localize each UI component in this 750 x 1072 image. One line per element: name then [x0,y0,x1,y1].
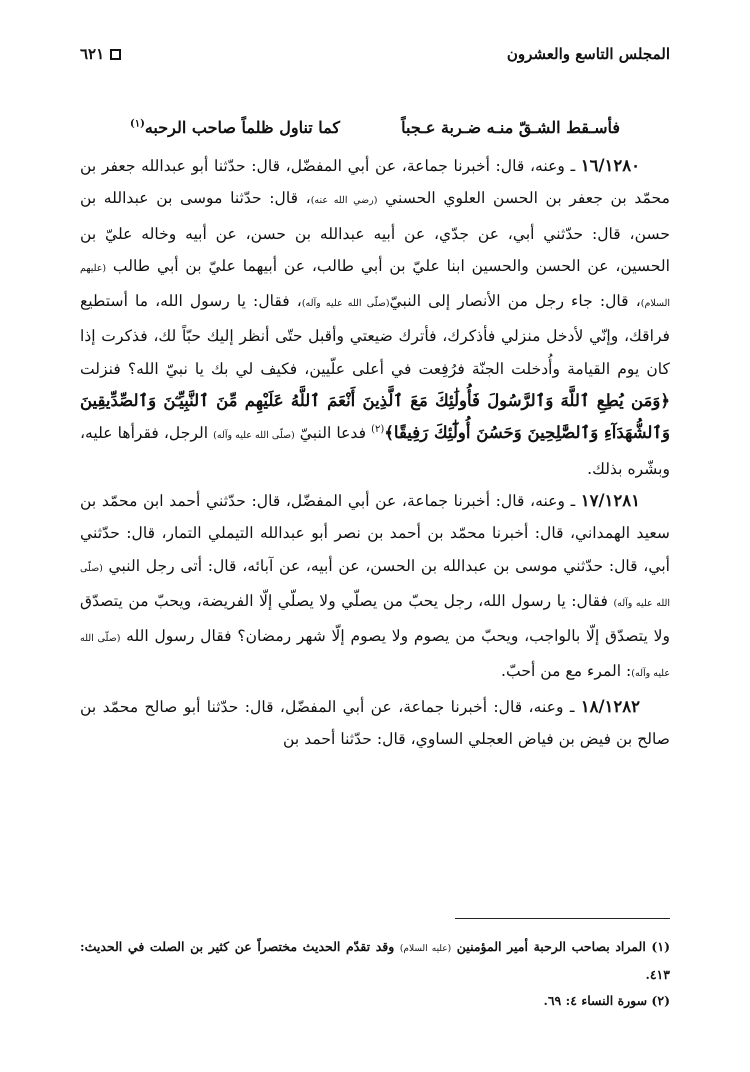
hadith-paragraph [80,150,670,485]
hadith-text: ، قال: جاء رجل من الأنصار إلى النبيّ [389,292,641,311]
honorific: (صلّى الله عليه وآله) [80,562,670,609]
hadith-text: ـ وعنه، قال: أخبرنا جماعة، عن أبي المفضّل، قال: حدّثنا أبو عبدالله جعفر بن محمّد بن جعفر بن الحسن العلوي الحسني [80,157,670,208]
poem-verse [130,118,620,137]
hadith-text: : المرء مع من أحبّ. [501,662,632,681]
honorific: (رضي الله عنه) [310,195,378,207]
hadith-text: ، قال: حدّثنا موسى بن عبدالله بن حسن، قال: حدّثني أبي، عن جدّي، عن أبيه عبدالله بن حسن، عن أبيه وخاله عليّ بن الحسين، عن الحسن والحسين ابنا عليّ بن أبي طالب، عن أبيهما عليّ بن أبي طالب [80,189,670,275]
hadith-text: ـ وعنه، قال: أخبرنا جماعة، عن أبي المفضّل، قال: حدّثني أحمد ابن محمّد بن سعيد الهمداني، قال: أخبرنا محمّد بن أحمد بن نصر أبو عبدالله التيملي التمار، قال: حدّثني أبي، قال: حدّثني موسى بن عبدالله بن الحسن، عن أبيه، عن آبائه، قال: أتى رجل النبي [80,491,670,575]
hadith-text: فقال: يا رسول الله، رجل يحبّ من يصلّي ولا يصلّي إلّا الفريضة، ويحبّ من يتصدّق ولا يتصدّق إلّا بالواجب، ويحبّ من يصوم ولا يصوم إلّا شهر رمضان؟ فقال رسول الله [80,591,670,646]
hadith-text: الرجل، فقرأها عليه، وبشّره بذلك. [80,424,670,478]
hadith-paragraph [80,691,670,756]
quran-verse: ﴿وَمَن يُطِعِ ٱللَّهَ وَٱلرَّسُولَ فَأُولَٰئِكَ مَعَ ٱلَّذِينَ أَنْعَمَ ٱللَّهُ عَلَيْهِم مِّنَ ٱلنَّبِيِّـۧنَ وَٱلصِّدِّيقِينَ وَٱلشُّهَدَآءِ وَٱلصَّٰلِحِينَ وَحَسُنَ أُولَٰٓئِكَ رَفِيقًا﴾ [80,391,670,443]
hadith-text: ، فقال: يا رسول الله، ما أستطيع فراقك، وإنّي لأدخل منزلي فأذكرك، فأترك ضيعتي وأقبل حتّى أنظر إليك حبّاً لك، فذكرت إذا كان يوم القيامة وأُدخلت الجنّة فرُفِعت في أعلى علّيين، فكيف لي بك يا نبيّ الله؟ فنزلت [80,292,670,378]
chapter-title: المجلس التاسع والعشرون [506,45,670,63]
page-header [80,40,670,68]
footnote-ref-1: (١) [130,118,145,130]
footnote-1: (١) المراد بصاحب الرحبة أمير المؤمنين (عليه السلام) وقد تقدّم الحديث مختصراً عن كثير بن الصلت في الحديث: ٤١٣. [80,939,670,982]
poem-hemistich-left: كما تناول ظلماً صاحب الرحبه$^{(١)}$ [130,118,341,137]
footnote-divider [455,918,670,919]
main-text [80,150,670,755]
hadith-text: ـ وعنه، قال: أخبرنا جماعة، عن أبي المفضّل، قال: حدّثنا أبو صالح محمّد بن صالح بن فيض بن فياض العجلي الساوي، قال: حدّثنا أحمد بن [80,697,670,749]
page-number: ٦٢١ [80,45,105,63]
hadith-number: ١٨/١٢٨٢ [580,696,640,716]
hadith-paragraph [80,485,670,691]
honorific: (صلّى الله عليه وآله) [301,298,390,310]
footnote-ref-2: (٢) [371,424,385,436]
honorific: (عليه السلام) [399,944,452,954]
hadith-number: ١٧/١٢٨١ [580,490,640,510]
poem-hemistich-right: فأسـقط الشـقّ منـه ضـربة عـجباً [401,118,620,137]
honorific: (صلّى الله عليه وآله) [213,430,295,442]
honorific: (صلّى الله عليه وآله) [80,633,670,680]
page-box-icon [110,49,121,60]
honorific: (عليهم السلام) [80,262,670,310]
page-number-block [80,45,121,63]
footnotes [80,934,670,1014]
hadith-number: ١٦/١٢٨٠ [580,156,640,175]
footnote-2: (٢) سورة النساء ٤: ٦٩. [543,993,670,1008]
hadith-text: فدعا النبيّ [299,424,372,443]
